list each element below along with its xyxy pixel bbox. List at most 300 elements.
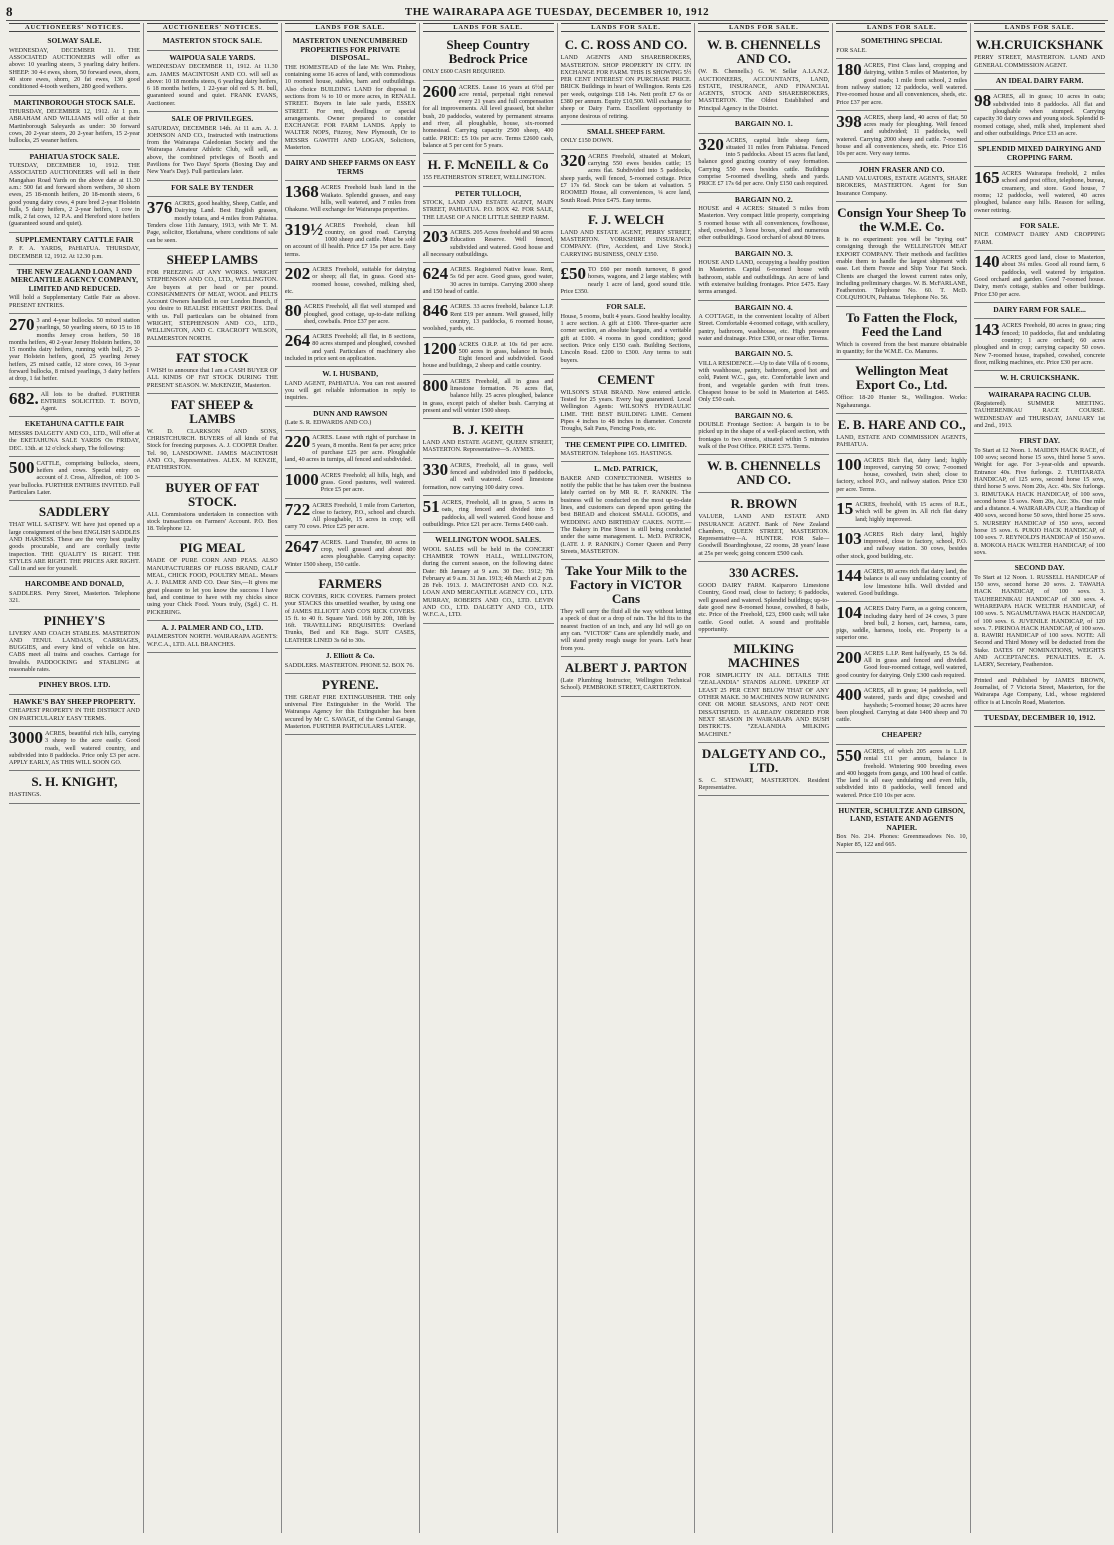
- ad-body: [561, 54, 692, 120]
- advertisement: [147, 112, 278, 181]
- ad-body-text: ACRES L.I.P. Rent halfyearly, £5 3s 6d. All in grass and fenced and divided. Good four-roomed cottage, well watered, good country for dairying. Only £300 cash required.: [836, 649, 968, 679]
- ad-body: [698, 134, 830, 188]
- advertisement: [836, 34, 967, 59]
- ad-headline: Sheep Country Bedrock Price: [446, 37, 530, 67]
- ad-body: [836, 745, 968, 799]
- ad-body-text: CATTLE, comprising bullocks, steers, heifers and cows. Special entry on account of J. Cross, Alfredton, of: 100 3-year bullocks. FURTHER ENTRIES INVITED. Full Particulars Later.: [9, 459, 140, 497]
- ad-body-text: WOOL SALES will be held in the CONCERT CHAMBER TOWN HALL, WELLINGTON, during the current season, on the following dates: Date: 8th January at 9 a.m. 30 Dec. 1912; 7th February at 9 a.m. 31 Jan. 1913; 4th March at 2 p.m. 28 Feb. 1913. J. MACINTOSH AND CO. N.Z. LOAN AND MERCANTILE AGENCY CO., LTD. MURRAY, ROBERTS AND CO., LTD. LEVIN AND CO., LTD. DALGETY AND CO., LTD. W.F.C.A., LTD.: [422, 545, 554, 619]
- ad-body: [836, 47, 967, 54]
- ad-body: [284, 219, 416, 258]
- ad-body: [698, 513, 829, 557]
- advertisement: [974, 434, 1105, 561]
- ad-heading: WAIPOUA SALE YARDS.: [169, 52, 256, 62]
- ad-big-number: 1200: [422, 338, 457, 358]
- ad-body-text: ACRES. 205 Acres freehold and 98 acres Education Reserve. Well fenced, subdivided and watered. Good house and all necessary outbuildings.: [422, 228, 554, 258]
- ad-body-text: PALMERSTON NORTH. WAIRARAPA AGENTS: W.F.C.A., LTD. ALL BRANCHES.: [146, 633, 278, 648]
- ad-heading: AN IDEAL DAIRY FARM.: [995, 75, 1084, 85]
- ad-body-text: CHEAPEST PROPERTY IN THE DISTRICT AND ON PARTICULARLY EASY TERMS.: [9, 707, 140, 722]
- advertisement: [561, 263, 692, 300]
- advertisement: [147, 477, 278, 538]
- ad-heading: SMALL SHEEP FARM.: [586, 126, 665, 136]
- advertisement: [423, 338, 554, 375]
- ad-headline: BUYER OF FAT STOCK.: [165, 479, 260, 509]
- advertisement: [285, 407, 416, 432]
- advertisement: [561, 300, 692, 369]
- ad-body-text: (Late S. R. EDWARDS AND CO.): [284, 419, 372, 427]
- ad-heading: FOR SALE BY TENDER: [171, 182, 254, 192]
- ad-big-number: 100: [836, 454, 862, 474]
- ad-heading: FOR SALE.: [1019, 220, 1060, 230]
- ad-body: [147, 557, 278, 615]
- ad-heading: CHEAPER?: [881, 730, 922, 740]
- ad-body: [285, 266, 416, 295]
- column-header: LANDS FOR SALE.: [698, 23, 829, 32]
- advertisement: [147, 537, 278, 620]
- ad-heading: DAIRY AND SHEEP FARMS ON EASY TERMS: [284, 158, 416, 176]
- ad-headline: W.H.CRUICKSHANK: [975, 37, 1104, 53]
- ad-body: [9, 108, 140, 144]
- ad-headline: Wellington Meat Export Co., Ltd.: [855, 363, 949, 393]
- advertisement: [836, 745, 967, 804]
- ad-body: [836, 454, 968, 493]
- ad-body-text: ACRES. Land Transfer, 80 acres in crop, well grassed and about 800 acres ploughable. Carrying capacity: Winter 1500 sheep, 150 cattle.: [284, 538, 416, 568]
- ad-body-text: Will hold a Supplementary Cattle Fair as above. PRESENT ENTRIES.: [9, 294, 140, 309]
- ad-body-text: FOR SIMPLICITY IN ALL DETAILS THE "ZEALANDIA" STANDS ALONE. UPKEEP AT LEAST 25 PER CENT BELOW THAT OF ANY OTHER MAKE. 30 MACHINES NOW RUNNING ONE OR MORE SEASONS, AND NOT ONE DISSATISFIED. 15 ALREADY ORDERED FOR NEXT SEASON IN WAIRARAPA AND BUSH DISTRICTS. "ZEALANDIA MILKING MACHINE.": [698, 672, 830, 738]
- ad-body-text: THAT WILL SATISFY. WE have just opened up a large consignment of the best ENGLISH SADDLES AND HARNESS. These are the very best quality goods procurable, and are cordially invite inspection. THE QUALITY IS RIGHT. THE STYLES ARE RIGHT. THE PRICES ARE RIGHT. Call in and see for yourself.: [9, 521, 140, 573]
- ad-body: [561, 266, 692, 295]
- ad-body-text: House, 5 rooms, built 4 years. Good healthy locality. 1 acre section. A gift at £100. Three-quarter acre corner section, an absolute bargain, and a veritable gift at £100. 4 rooms in good condition; good section. Price only £150 cash. Building Sections, Lincoln Road. £200 to £300. Any terms to suit buyers.: [560, 312, 692, 364]
- ad-headline: CEMENT: [597, 371, 655, 387]
- ad-body-text: THE HOMESTEAD of the late Mr. Wm. Pinhey, containing some 16 acres of land, with commodious 10 roomed house, stables, barn and outbuildings. Also choice BUILDING LAND for disposal in sections from ¼ to 10 or more acres, in RENALL STREET. Buyers in late sale yards, ESSEX STREET. For rent, dwellings or special arrangements. Owner prepared to consider EXCHANGE FOR FARM LANDS. Apply to WALTER NOPS, Fitzroy, New Plymouth, Or to MESSRS GAWITH AND LOGAN, Solicitors, Masterton.: [284, 63, 416, 152]
- ad-body: [9, 388, 140, 413]
- advertisement: [423, 375, 554, 419]
- ad-body-text: ACRES. Lease 16 years at 6½d per acre rental, perpetual right renewal every 21 years and full compensation for all improvements. All level grassed, but shelter bush, 20 paddocks, watered by permanent streams and river, all ploughable, house, six-roomed homestead. Carrying capacity 2500 sheep, 400 cattle. PRICE: £5 10s per acre. Terms £2600 cash, balance at 5 per cent for 5 years.: [422, 83, 554, 149]
- advertisement: [423, 154, 554, 186]
- advertisement: [974, 711, 1105, 728]
- ad-body: [974, 400, 1105, 429]
- ad-body-text: All lots to be drafted. FURTHER ENTRIES SOLICITED. T. BOYD, Agent.: [40, 390, 140, 413]
- ad-body-text: ACRES Freehold; all hills, high, and grass. Good pastures, well watered. Price £5 per acre.: [320, 471, 416, 494]
- column-5: [558, 23, 696, 1533]
- advertisement: [423, 459, 554, 496]
- ad-heading: PETER TULLOCH,: [454, 188, 522, 198]
- advertisement: [698, 638, 829, 743]
- ad-body: [147, 428, 278, 472]
- ad-body: [974, 677, 1105, 706]
- column-header: AUCTIONEERS' NOTICES.: [147, 23, 278, 32]
- ad-headline: PINHEY'S: [43, 612, 106, 628]
- ad-body: [9, 630, 140, 674]
- advertisement: [561, 369, 692, 438]
- ad-big-number: 270: [9, 314, 35, 334]
- ad-big-number: 165: [974, 168, 1000, 188]
- ad-body-text: THURSDAY, DECEMBER 12, 1912. At 1 p.m. ABRAHAM AND WILLIAMS will offer at their Martinborough Saleyards as under: 30 forward cows, 20 2-year steers, 20 2-year heifers, 15 2-year bullocks, 25 weaner heifers.: [9, 108, 140, 145]
- ad-big-number: 80: [284, 301, 302, 321]
- advertisement: [147, 197, 278, 249]
- advertisement: [974, 142, 1105, 167]
- ad-body-text: VALUER, LAND AND ESTATE AND INSURANCE AGENT. Bank of New Zealand Chambers, QUEEN STREET, MASTERTON. Representative—A. HUNTER. FOR Sale—Goodwill Boardinghouse, 22 rooms, 28 years' lease at 25s per week; going concern £500 cash.: [698, 513, 830, 557]
- ad-body-text: 3 and 4-year bullocks. 50 mixed station yearlings, 50 yearling steers, 60 15 to 18 months Jersey cross heifers, 50 18 months heifers, 40 2-year Jersey Holstein heifers, 30 15 months dairy heifers, running with bull, 25 2-year Holstein heifers, good, 25 yearling Jersey heifers, 25 mixed cattle, 12 store cows, 16 3-year forward bullocks, 8 mixed yearlings, 3 dairy heifers at drop, 1 fat heifer.: [9, 316, 140, 383]
- ad-big-number: 98: [974, 91, 992, 111]
- ad-body: [561, 137, 692, 144]
- ad-heading: A. J. PALMER AND CO., LTD.: [161, 622, 264, 632]
- ad-body: [698, 672, 829, 738]
- ad-body: [698, 777, 829, 792]
- ad-body: [284, 536, 416, 568]
- ad-body: [561, 389, 692, 433]
- ad-body: [9, 590, 140, 605]
- ad-headline: FARMERS: [318, 575, 382, 591]
- advertisement: [974, 319, 1105, 371]
- ad-body-text: ACRES Freehold bush land in the Waikato. Splendid grasses, and easy hills, well watered, and 7 miles from Ohakune. Will exchange for Wairarapa properties.: [284, 184, 416, 214]
- ad-headline: B. J. KEITH: [452, 422, 524, 438]
- ad-body: [836, 528, 968, 560]
- advertisement: [836, 602, 967, 646]
- masthead: [6, 4, 1108, 21]
- ad-body-text: SATURDAY, DECEMBER 14th. At 11 a.m. A. J. JOHNSON AND CO., Instructed with instructions from the Wairarapa Caledonian Society and the Wairarapa Amateur Athletic Club, will sell, as above, the combined privileges of Booth and Pavilions for Two Days' Sports (Boxing Day and New Year's Day). Full particulars later.: [146, 124, 278, 176]
- advertisement: [698, 409, 829, 456]
- ad-body: [423, 199, 554, 221]
- column-header: LANDS FOR SALE.: [836, 23, 967, 32]
- ad-body: [836, 175, 967, 197]
- advertisement: [836, 59, 967, 111]
- ad-big-number: 320: [560, 150, 586, 170]
- ad-body-text: FOR SALE.: [836, 46, 867, 54]
- ad-body-text: P. F. A. YARDS, PAHIATUA. THURSDAY, DECEMBER 12, 1912. At 12.30 p.m.: [9, 245, 140, 260]
- advertisement: [9, 34, 140, 95]
- ad-body-text: They will carry the fluid all the way without letting a speck of dust or a drop of rain. The lid fits to the nearest fraction of an inch, and any lid will go on any can. "VICTOR" Cans are splendidly made, and will stand pretty rough usage for years. Let's hear from you.: [560, 608, 692, 652]
- ad-heading: SUPPLEMENTARY CATTLE FAIR: [15, 234, 134, 244]
- ad-headline: DALGETY AND CO., LTD.: [701, 745, 826, 775]
- ad-big-number: 51: [422, 496, 440, 516]
- ad-body: [698, 205, 829, 241]
- ad-heading: TUESDAY, DECEMBER 10, 1912.: [983, 712, 1096, 722]
- ad-body: [974, 322, 1105, 366]
- ad-headline: H. F. McNEILL & Co: [427, 157, 549, 173]
- advertisement: [9, 610, 140, 679]
- ad-body-text: ONLY £150 DOWN.: [560, 137, 614, 145]
- advertisement: [423, 300, 554, 337]
- ad-body: [836, 236, 967, 302]
- advertisement: [698, 247, 829, 301]
- advertisement: [561, 125, 692, 150]
- ad-big-number: 144: [836, 566, 862, 586]
- ad-body: [285, 64, 416, 152]
- column-7: [833, 23, 971, 1533]
- advertisement: [836, 647, 967, 684]
- advertisement: [698, 34, 829, 117]
- ad-big-number: 143: [974, 320, 1000, 340]
- ad-body-text: ACRES Freehold, 80 acres in grass; ring fenced; 10 paddocks, flat and undulating country; 1 acre orchard; 60 acres ploughed and in crop; carrying capacity 50 cows. New 7-roomed house, trapshed, cowshed, concrete floor, milking machines, etc. Price £30 per acre.: [974, 322, 1105, 366]
- advertisement: [285, 263, 416, 300]
- ad-big-number: 550: [836, 745, 862, 765]
- ad-body-text: ACRES, capital little sheep farm, situated 11 miles from Pahiatua. Fenced into 5 paddocks. About 15 acres flat land, balance good grazing country of easy formation. Carrying 550 ewes besides cattle. Buildings comprise 5-roomed dwelling, sheds and yards. PRICE £7 17s 6d per acre. Only £150 cash required.: [698, 136, 830, 188]
- advertisement: [561, 34, 692, 125]
- ad-body: [285, 662, 416, 669]
- ad-headline: FAT SHEEP & LAMBS: [170, 396, 254, 426]
- advertisement: [561, 560, 692, 657]
- ad-body-text: To Start at 12 Noon. 1. MAIDEN HACK RACE, of 100 sovs; second horse 15 sovs, third horse 5 sovs. Weight for age. For 3-year-olds and upwards. Entrance 40s. Five furlongs. 2. TUHITARATA HANDICAP, of 125 sovs, second horse 15 sovs, third horse 5 sovs. Nom 20s, Acc. 40s. Six furlongs. 3. RIMUTAKA HACK HANDICAP, of 100 sovs, second horse 15 sovs. Nom 20s, Acc. 30s. One mile and a distance. 4. WAIRARAPA CUP, a Handicap of 400 sovs, second horse 50 sovs, third horse 25 sovs. 5. NURSERY HANDICAP of 150 sovs, second horse 15 sovs. 6. PUKIO HACK HANDICAP, of 100 sovs. 7. REYNOLD'S HANDICAP of 150 sovs. 8. MOKOIA HACK WELTER HANDICAP, of 100 sovs.: [974, 446, 1105, 556]
- ad-body: [698, 360, 829, 404]
- ad-big-number: 2600: [422, 81, 457, 101]
- ad-headline: SADDLERY: [38, 504, 110, 520]
- ad-body: [974, 574, 1105, 669]
- advertisement: [836, 111, 967, 163]
- ad-body-text: SADDLERS. Perry Street, Masterton. Telephone 321.: [9, 589, 140, 605]
- ad-headline: PYRENE.: [321, 676, 379, 692]
- ad-body: [836, 568, 967, 597]
- advertisement: [836, 307, 967, 361]
- advertisement: [9, 771, 140, 803]
- column-6: [695, 23, 833, 1533]
- ad-body-text: ACRES Rich flat, dairy land; highly improved, carrying 50 cows; 7-roomed house, cowshed, twin shed; close to factory, school P.O., and railway station. Price £30 per acre. Terms.: [836, 456, 968, 493]
- ad-body: [974, 93, 1105, 137]
- advertisement: [9, 265, 140, 314]
- ad-body: [836, 684, 968, 724]
- ad-heading: SPLENDID MIXED DAIRYING AND CROPPING FARM.: [977, 144, 1102, 162]
- advertisement: [285, 219, 416, 263]
- ad-body-text: ACRES Rich dairy land, highly improved, close to factory, school, P.O. and railway station. 30 cows, besides other stock, good building, etc.: [836, 530, 968, 560]
- ad-body: [974, 254, 1105, 298]
- ad-body-text: THE GREAT FIRE EXTINGUISHER. THE only universal Fire Extinguisher in the World. The Wairarapa Agency for this Extinguisher has been secured by Mr C. SAVAGE, of the Central Garage, Masterton. FURTHER PARTICULARS LATER.: [284, 693, 416, 730]
- ad-heading: WAIRARAPA RACING CLUB.: [988, 389, 1091, 399]
- ad-body-text: I WISH to announce that I am a CASH BUYER OF ALL KINDS OF FAT STOCK DURING THE PRESENT SEASON. W. McKENZIE, Masterton.: [146, 366, 278, 389]
- advertisement: [285, 573, 416, 649]
- ad-body: [422, 81, 554, 150]
- ad-body-text: ACRES, Freehold, all in grass, 5 acres in oats, ring fenced and divided into 5 paddocks, all well watered. Good house and outbuildings. Price £21 per acre. Terms £400 cash.: [422, 498, 554, 528]
- advertisement: [147, 51, 278, 112]
- ad-body-text: VILLA RESIDENCE.—Up to date Villa of 6 rooms, with washhouse, pantry, bathroom, good hot and cold, Patent W.C., gas, etc. Comfortable lawn and front, and vegetable garden with fruit trees. Cheapest house to be sold in Masterton at £465. Only £50 cash.: [698, 359, 830, 404]
- advertisement: [423, 187, 554, 226]
- advertisement: [285, 330, 416, 367]
- ad-body-text: ACRES Freehold, suitable for dairying or sheep; all flat, in grass. Good six-roomed house, cowshed, milking shed, etc.: [284, 266, 416, 295]
- ad-body: [285, 419, 416, 426]
- ad-headline: W. B. CHENNELLS AND CO.: [706, 458, 821, 488]
- ad-big-number: 104: [836, 603, 862, 623]
- ad-heading: FIRST DAY.: [1019, 436, 1060, 446]
- ad-body-text: ACRES, good healthy, Sheep, Cattle, and Dairying Land. Best English grasses, mostly totara, and 4 miles from Pahiatua. Tenders close 11th January, 1913, with Mr T. M. Page, solicitor, Eketahuna, where conditions of sale can be seen.: [146, 200, 278, 244]
- ad-body-text: MASTERTON. Telephone 165. HASTINGS.: [560, 450, 673, 458]
- ad-body-text: LAND AGENT, PAHIATUA. You can rest assured you will get reliable information in reply to inquiries.: [284, 379, 416, 402]
- advertisement: [147, 34, 278, 51]
- ad-body-text: ACRES, of which 205 acres is L.I.P. rental £11 per annum, balance is freehold. Wintering 900 breeding ewes and 400 hoggets from gangs, and 100 head of cattle. The land is all easy undulating and even hills, subdivided into 8 paddocks, well fenced and watered. Price £10 10s per acre.: [836, 747, 968, 799]
- ad-headline: PIG MEAL: [179, 540, 245, 556]
- ad-body: [423, 266, 554, 295]
- ad-body: [9, 47, 140, 91]
- ad-headline: MILKING MACHINES: [728, 641, 800, 671]
- advertisement: [9, 388, 140, 418]
- ad-big-number: 722: [284, 499, 311, 519]
- ad-body-text: ACRES Freehold; all flat, in 8 sections, 80 acres stumped and ploughed, cowshed and yard. Particulars of machinery also included in price sent on application.: [284, 333, 416, 362]
- ad-body-text: HOUSE and 4 ACRES: Situated 3 miles from Masterton. Very compact little property, comprising 5 roomed house with all conveniences, fowlhouse, shed, cowshed, 3 loose boxes, shed and numerous other outbuildings. Good orchard of about 80 trees.: [698, 205, 830, 242]
- column-1: [6, 23, 144, 1533]
- ad-body-text: S. C. STEWART, MASTERTON. Resident Representative.: [698, 776, 830, 792]
- ad-body: [147, 63, 278, 107]
- advertisement: [423, 81, 554, 155]
- ad-body: [423, 439, 554, 454]
- ad-body-text: ACRES, First Class land, cropping and dairying, within 5 miles of Masterton, by good roads; 1 mile from school, 2 miles from railway station; 12 paddocks, well watered. Five-roomed house and all conveniences, sheds, etc. Price £37 per acre.: [836, 62, 968, 106]
- ad-heading: MASTERTON STOCK SALE.: [162, 36, 262, 46]
- advertisement: [423, 34, 554, 80]
- advertisement: [836, 414, 967, 454]
- ad-body: [285, 184, 416, 213]
- ad-body: [698, 259, 829, 295]
- ad-body: [836, 833, 967, 848]
- advertisement: [974, 561, 1105, 673]
- ad-body: [147, 125, 278, 176]
- advertisement: [423, 496, 554, 533]
- ad-body-text: LIVERY AND COACH STABLES. MASTERTON AND TENUI. LANDAUS, CARRIAGES, BUGGIES, and every kind of vehicle on hire. CABS meet all trains and coaches. Carriage for Invalids. PADDOCKING and STABLING at reasonable rates.: [9, 629, 140, 674]
- advertisement: [698, 117, 829, 134]
- advertisement: [698, 743, 829, 797]
- ad-body: [423, 303, 554, 332]
- ad-body-text: ACRES. Registered Native lease. Rent, 5s 6d per acre. Good grass, good water, 30 acres in turnips. Carrying 2000 sheep and 150 head of cattle.: [422, 266, 554, 296]
- ad-body: [698, 421, 829, 450]
- ad-heading: SALE OF PRIVILEGES.: [171, 114, 254, 124]
- ad-heading: HAWKE'S BAY SHEEP PROPERTY.: [13, 696, 136, 706]
- ad-body: [285, 593, 416, 644]
- ad-body-text: W. D. CLARKSON AND SONS, CHRISTCHURCH. BUYERS of all kinds of Fat Stock for freezing purposes. A. J. COOPER Drafter. Tel. 90, LANSDOWNE. JAMES MACINTOSH AND CO., Representatives. ALEX. M KENZIE, FEATHERSTON.: [146, 427, 278, 472]
- ad-heading: THE NEW ZEALAND LOAN AND MERCANTILE AGENCY COMPANY, LIMITED AND REDUCED.: [10, 266, 138, 293]
- ad-body-text: LAND, ESTATE AND COMMISSION AGENTS, PAHIATUA.: [836, 433, 968, 449]
- ad-body-text: TUESDAY, DECEMBER 10, 1912. THE ASSOCIATED AUCTIONEERS will sell in their Mangahao Road Yards on the above date at 11.30 a.m.: 500 fat and forward shorn wethers, 30 shorn ewes, 25 18-month heifers, 20 18-month steers, 6 good young dairy cows, 4 pure bred 2-year Holstein bulls, 5 dairy heifers, 2 2-year heifers, 1 cow in milk, 2 fat cows, 12 P.A. and Hereford store heifers (guaranteed sound and quiet).: [9, 162, 140, 228]
- ad-body: [9, 430, 140, 452]
- ad-body: [147, 511, 278, 533]
- ad-body: [560, 150, 692, 204]
- ad-body-text: TO £60 per month turnover, 8 good horses, wagons, and 2 large stables; with nearly 1 acre of land, good sound title. Price £350.: [560, 266, 692, 295]
- ad-body-text: WILSON'S STAR BRAND. Now entered article. Tested for 25 years. Every bag guaranteed. Local Wellington Agents: WILSON'S HYDRAULIC LIME. THE BEST BUILDING LIME. Cement Pipes 4 inches to 48 inches in diameter. Concrete Troughs, Salt Pans, Fencing Posts, etc.: [560, 388, 692, 433]
- ad-heading: J. Elliott & Co.: [325, 651, 375, 661]
- ad-body-text: ACRES good land, close to Masterton, about 3¼ miles. Good all round farm, 6 paddocks, well watered by irrigation. Good orchard and garden. Good 7-roomed house. Dairy, men's cottage, stables and other buildings. Price £30 per acre.: [974, 254, 1105, 298]
- ad-headline: 330 ACRES.: [729, 565, 799, 581]
- ad-body: [284, 469, 416, 494]
- advertisement: [974, 90, 1105, 142]
- ad-body-text: HOUSE AND LAND, occupying a healthy position in Masterton. Capital 6-roomed house with bathroom, stable and outbuildings. An acre of land with extensive building frontages. Price £475. Easy terms arranged.: [698, 259, 830, 296]
- ad-body-text: PERRY STREET, MASTERTON. LAND AND GENERAL COMMISSION AGENT.: [974, 54, 1105, 69]
- ad-body: [9, 707, 140, 722]
- ad-big-number: 624: [422, 264, 449, 284]
- column-header: LANDS FOR SALE.: [285, 23, 416, 32]
- page-number: 8: [6, 4, 13, 19]
- ad-body: [836, 647, 968, 679]
- ad-big-number: 140: [974, 252, 1000, 272]
- ad-body-text: (Late Plumbing Instructor, Wellington Technical School). PEMBROKE STREET, CARTERTON.: [560, 676, 692, 692]
- advertisement: [147, 394, 278, 477]
- advertisement: [9, 457, 140, 501]
- ad-body-text: ACRES Freehold, all in grass and limestone formation. 76 acres flat, balance hilly. 25 acres ploughed, balance in grass, except patch of shelter bush. Carrying at present and will winter 1500 sheep.: [422, 377, 554, 414]
- ad-body: [285, 694, 416, 730]
- column-header: AUCTIONEERS' NOTICES.: [9, 23, 140, 32]
- ad-big-number: 103: [836, 528, 862, 548]
- ad-body-text: RICK COVERS, RICK COVERS. Farmers protect your STACKS this unsettled weather, by using one of JAMES ELLIOTT AND CO'S RICK COVERS. 15 ft. to 40 ft. Square Yard. 16ft by 20ft, 18ft by 16ft. TRAVELLING REQUISITES: Overland Trunks, Bed and Kit Bags. SUIT CASES, LEATHER LINED 3s 6d to 30s.: [284, 592, 416, 644]
- ad-big-number: 320: [698, 134, 724, 154]
- advertisement: [698, 562, 829, 638]
- ad-big-number: £50: [560, 264, 586, 284]
- ad-body: [422, 459, 554, 491]
- ad-headline: W. B. CHENNELLS AND CO.: [706, 37, 821, 67]
- advertisement: [285, 300, 416, 330]
- ad-body: [9, 727, 140, 767]
- ad-body: [285, 434, 416, 463]
- advertisement: [9, 727, 140, 771]
- ad-body-text: LAND VALUATORS, ESTATE AGENTS, SHARE BROKERS, MASTERTON. Agent for Sun Insurance Company.: [836, 175, 968, 197]
- ad-heading: BARGAIN NO. 2.: [734, 194, 793, 204]
- ad-body: [147, 269, 278, 342]
- ad-body: [836, 341, 967, 356]
- ad-body: [561, 313, 692, 364]
- ad-heading: BARGAIN NO. 6.: [734, 410, 793, 420]
- ad-body-text: DOUBLE Frontage Section: A bargain is to be picked up in the shape of a well-placed section, with frontages to two streets, situated within 5 minutes walk of the Post Office. PRICE £375. Terms.: [698, 421, 830, 450]
- advertisement: [974, 219, 1105, 251]
- ad-body: [147, 633, 278, 648]
- ad-headline: FAT STOCK: [176, 349, 249, 365]
- advertisement: [836, 498, 967, 528]
- advertisement: [561, 438, 692, 463]
- ad-body: [423, 546, 554, 619]
- advertisement: [836, 454, 967, 498]
- ad-body-text: It is no experiment: you will be "trying out" consigning through the WELLINGTON MEAT EXPORT COMPANY. Their methods and facilities enable them to handle the largest shipment with ease. Let them Freeze and Ship Your Fat Stock. Clients are charged the lowest current rates only, including preliminary charges. W. B. McFARLANE, Featherston. Telephone No. 60. T. McD. COLQUHOUN, Pahiatua. Telephone No. 56.: [836, 236, 968, 302]
- column-3: [282, 23, 420, 1533]
- ad-headline: S. H. KNIGHT,: [31, 774, 118, 790]
- ad-big-number: 15: [836, 498, 854, 518]
- ad-body-text: ACRES Freehold, situated at Mokuri, carrying 550 ewes besides cattle; 15 acres flat. Subdivided into 5 paddocks, sheep yards, well fenced, 5-roomed cottage. Price £7 17s 6d. Stock can be taken at valuation. 5 ROOMED House, all conveniences, ¼ acre land, South Road. Price £475. Easy terms.: [560, 152, 692, 204]
- ad-body: [836, 62, 967, 106]
- ad-body: [9, 791, 140, 798]
- advertisement: [147, 347, 278, 394]
- ad-heading: WELLINGTON WOOL SALES.: [435, 535, 541, 545]
- advertisement: [285, 34, 416, 156]
- ad-body: [147, 367, 278, 389]
- ad-heading: FOR SALE.: [606, 302, 646, 312]
- ad-body-text: ACRES O.R.P. at 10s 6d per acre. 500 acres in grass, balance in bush. Eight fenced and subdivided. Good house and buildings, 2 sheep and cattle country.: [422, 340, 554, 370]
- advertisement: [974, 74, 1105, 91]
- ad-body: [836, 111, 968, 158]
- ad-headline: F. J. WELCH: [588, 211, 664, 227]
- ad-body: [422, 338, 554, 370]
- advertisement: [836, 728, 967, 745]
- ad-body-text: NICE COMPACT DAIRY AND CROPPING FARM.: [974, 231, 1105, 246]
- ad-big-number: 1000: [284, 469, 319, 489]
- advertisement: [836, 684, 967, 728]
- ad-heading: THE CEMENT PIPE CO. LIMITED.: [565, 439, 687, 449]
- ad-body: [285, 380, 416, 402]
- ad-body-text: GOOD DAIRY FARM. Kaiparoro Limestone Country, Good road, close to factory; 6 paddocks, well grassed and watered. Splendid buildings; up-to-date good new 8-roomed house, cowshed, 8 bails, etc. Price of the Freehold, £23, £900 cash; will take cattle. Good outlet. A sound and profitable opportunity.: [698, 582, 830, 633]
- column-header: LANDS FOR SALE.: [423, 23, 554, 32]
- ad-heading: DUNN AND RAWSON: [313, 408, 388, 418]
- ad-body-text: WEDNESDAY DECEMBER 11, 1912. At 11.30 a.m. JAMES MACINTOSH AND CO. will sell as above: 10 18 months steers, 6 yearling dairy heifers, 6 18 months heifers, 1 22-year old red S. H. bull, guaranteed sound and quiet. FRANK EVANS, Auctioneer.: [146, 63, 278, 107]
- ad-big-number: 3000: [9, 727, 43, 747]
- advertisement: [974, 388, 1105, 435]
- ad-body-text: ACRES Freehold, 1 mile from Carterton, close to factory, P.O., school and church. All ploughable, 15 acres in crop; will carry 70 cows. Price £25 per acre.: [284, 501, 416, 531]
- ad-big-number: 202: [284, 264, 311, 284]
- ad-body-text: SADDLERS. MASTERTON. PHONE 52. BOX 76.: [284, 661, 415, 669]
- ad-body-text: HASTINGS.: [9, 791, 42, 799]
- ad-body-text: ACRES Freehold, all flat well stumped and ploughed, good cottage, up-to-date milking shed, cowbails. Price £37 per acre.: [303, 303, 416, 325]
- advertisement: [9, 501, 140, 577]
- ad-body: [974, 231, 1105, 246]
- advertisement: [9, 96, 140, 150]
- advertisement: [285, 649, 416, 674]
- advertisement: [285, 431, 416, 468]
- advertisement: [423, 263, 554, 300]
- ad-heading: PINHEY BROS. LTD.: [38, 680, 111, 690]
- ad-body-text: ACRES, all in grass; 14 paddocks, well watered, yards and dips; cowshed and haysheds; 5-roomed house; 20 acres have been ploughed. Carrying at date 1400 sheep and 70 cattle.: [836, 686, 968, 724]
- ad-body-text: ACRES, freehold, with 15 acres of R.E., which will be given in. All rich flat dairy land; highly improved.: [855, 500, 968, 523]
- ad-big-number: 376: [146, 198, 173, 218]
- ad-body: [422, 496, 554, 528]
- advertisement: [974, 251, 1105, 303]
- ad-heading: L. McD. PATRICK,: [594, 464, 658, 474]
